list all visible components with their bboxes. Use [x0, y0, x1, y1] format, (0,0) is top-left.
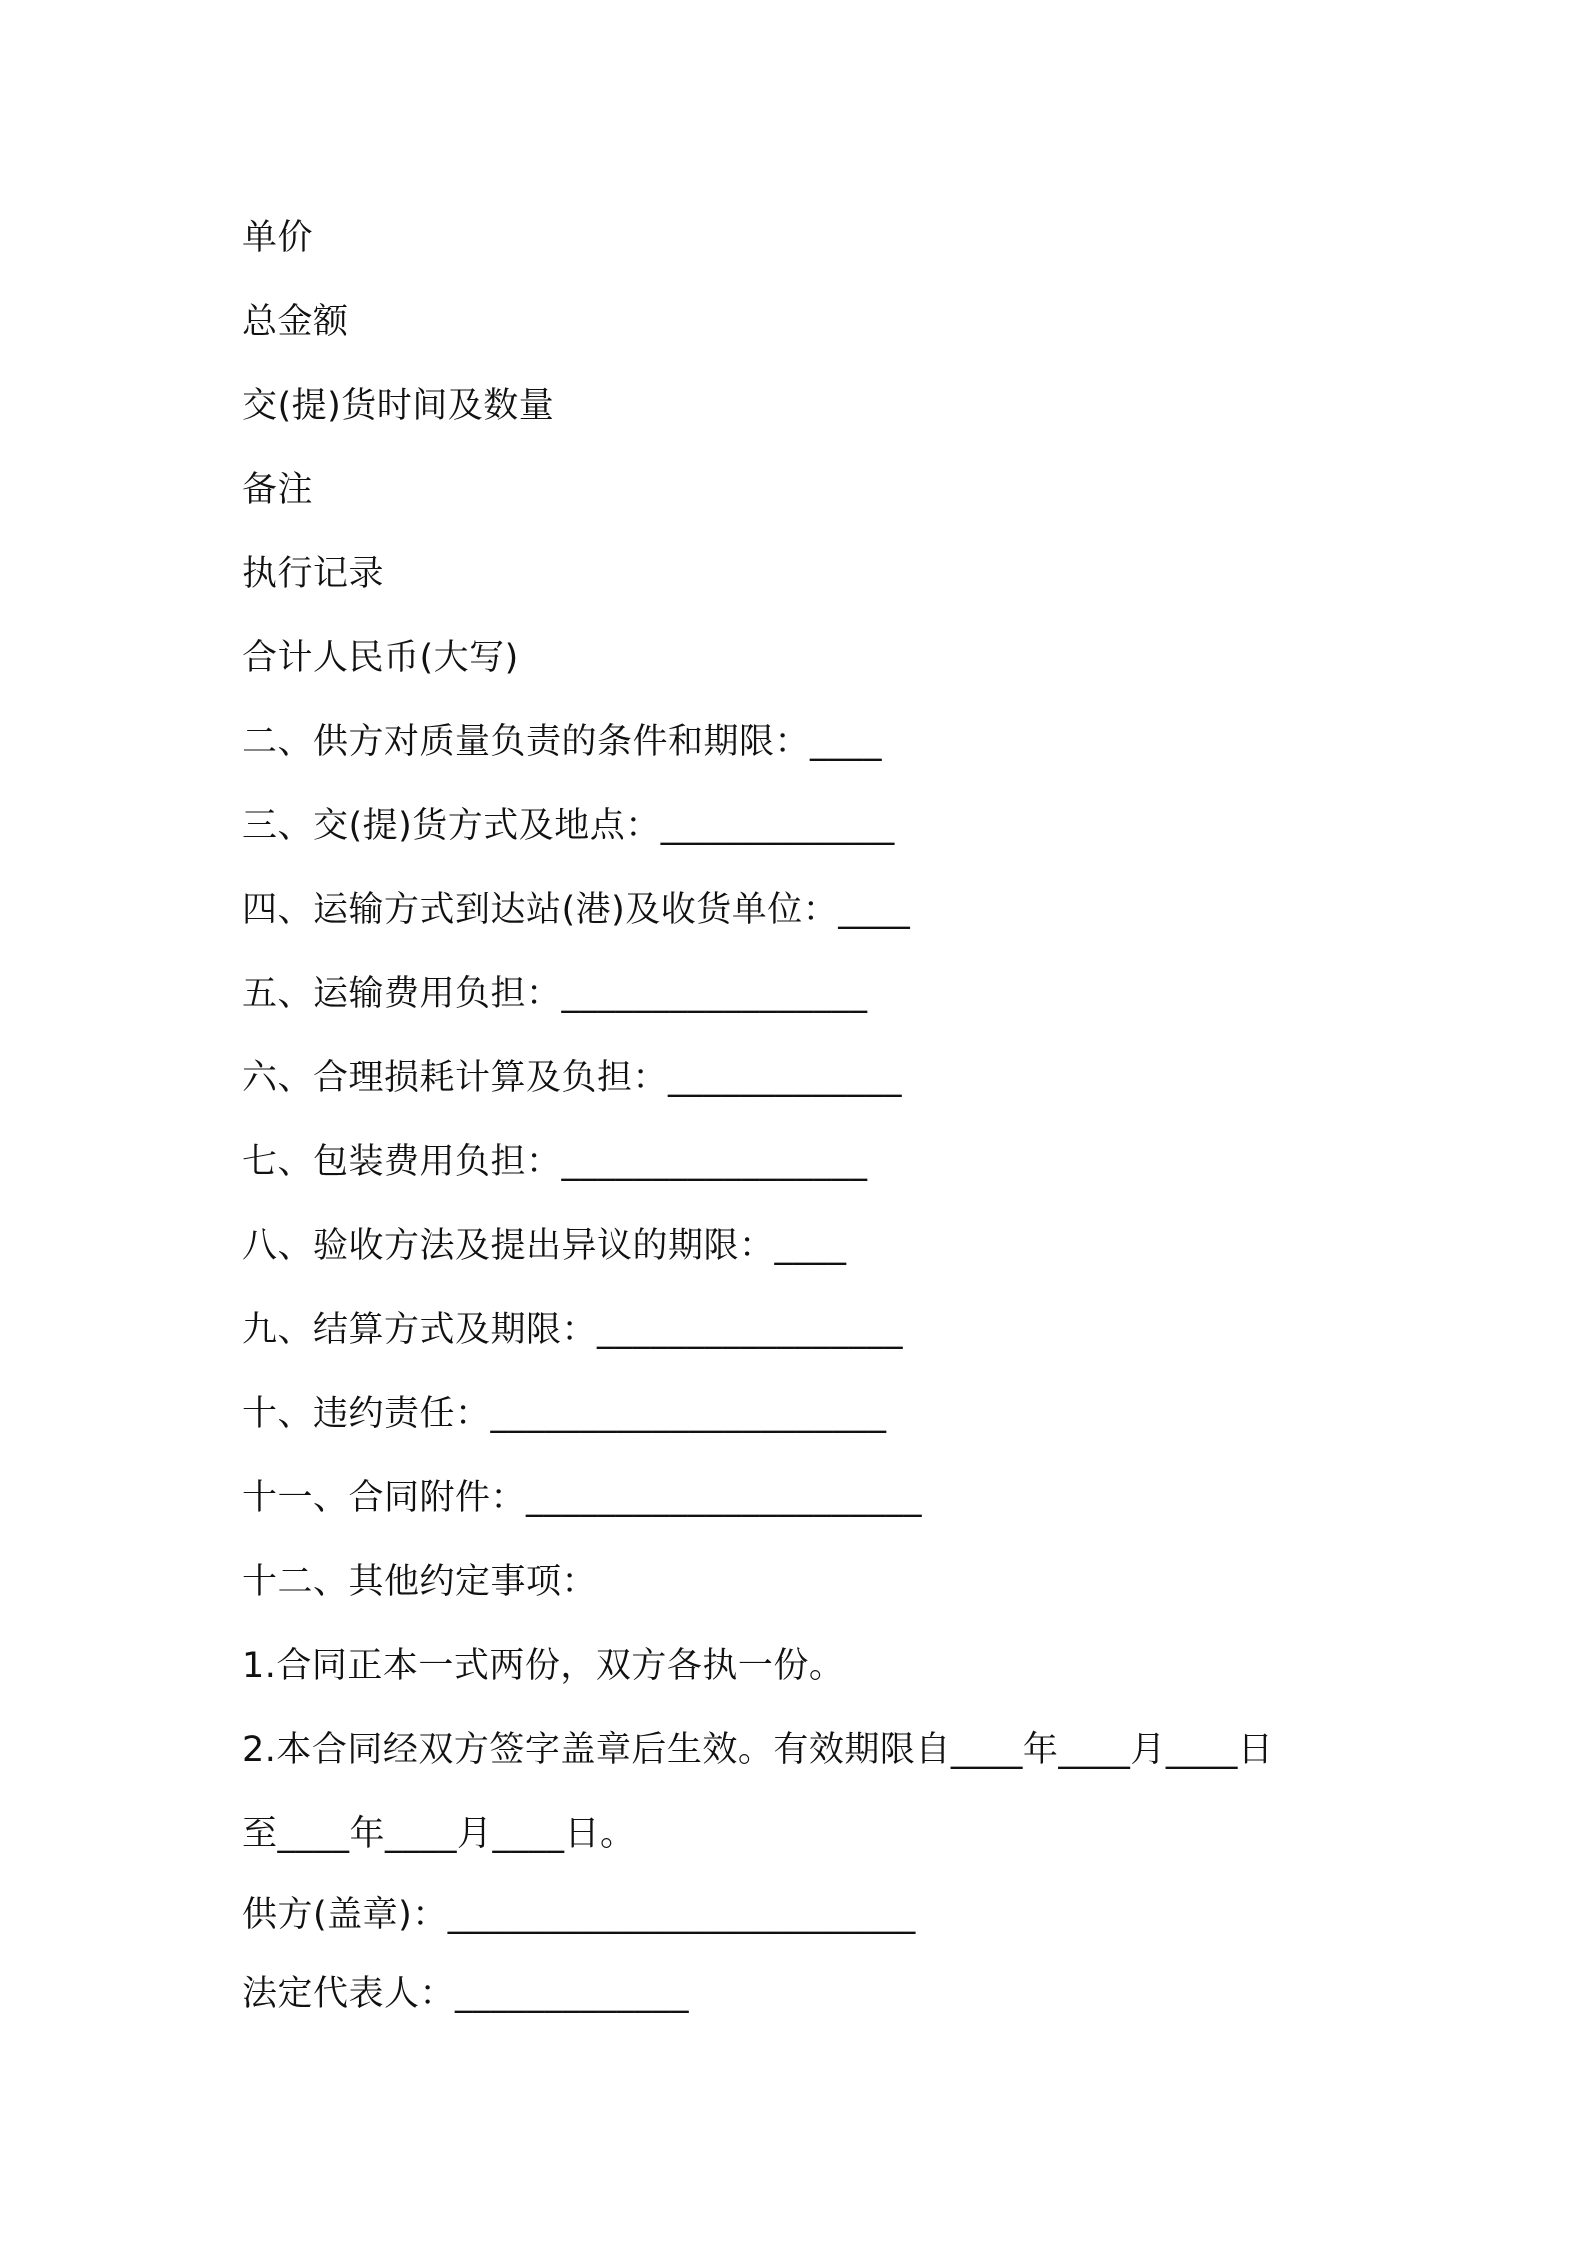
line-total-rmb: 合计人民币(大写)	[242, 638, 519, 678]
clause-11-attachments: 十一、合同附件：______________________	[242, 1478, 923, 1518]
line-execution-record: 执行记录	[242, 554, 385, 594]
clause-4-transport: 四、运输方式到达站(港)及收货单位：____	[242, 890, 911, 930]
item-2-validity-end: 至____年____月____日。	[242, 1814, 636, 1854]
clause-7-packaging: 七、包装费用负担：_________________	[242, 1142, 868, 1182]
clause-3-delivery: 三、交(提)货方式及地点：_____________	[242, 806, 895, 846]
line-unit-price: 单价	[242, 218, 314, 258]
clause-6-loss: 六、合理损耗计算及负担：_____________	[242, 1058, 903, 1098]
clause-10-liability: 十、违约责任：______________________	[242, 1394, 887, 1434]
item-2-validity: 2.本合同经双方签字盖章后生效。有效期限自____年____月____日	[242, 1730, 1274, 1770]
clause-8-acceptance: 八、验收方法及提出异议的期限：____	[242, 1226, 847, 1266]
item-1-copies: 1.合同正本一式两份，双方各执一份。	[242, 1646, 845, 1686]
line-remarks: 备注	[242, 470, 314, 510]
line-delivery-time-quantity: 交(提)货时间及数量	[242, 386, 555, 426]
clause-2-quality: 二、供方对质量负责的条件和期限：____	[242, 722, 883, 762]
supplier-seal: 供方(盖章)：__________________________	[242, 1895, 916, 1935]
clause-5-transport-cost: 五、运输费用负担：_________________	[242, 974, 868, 1014]
clause-12-other: 十二、其他约定事项：	[242, 1562, 598, 1602]
line-total-amount: 总金额	[242, 302, 349, 342]
clause-9-settlement: 九、结算方式及期限：_________________	[242, 1310, 904, 1350]
legal-representative: 法定代表人：_____________	[242, 1974, 690, 2014]
document-body	[242, 196, 1392, 2034]
